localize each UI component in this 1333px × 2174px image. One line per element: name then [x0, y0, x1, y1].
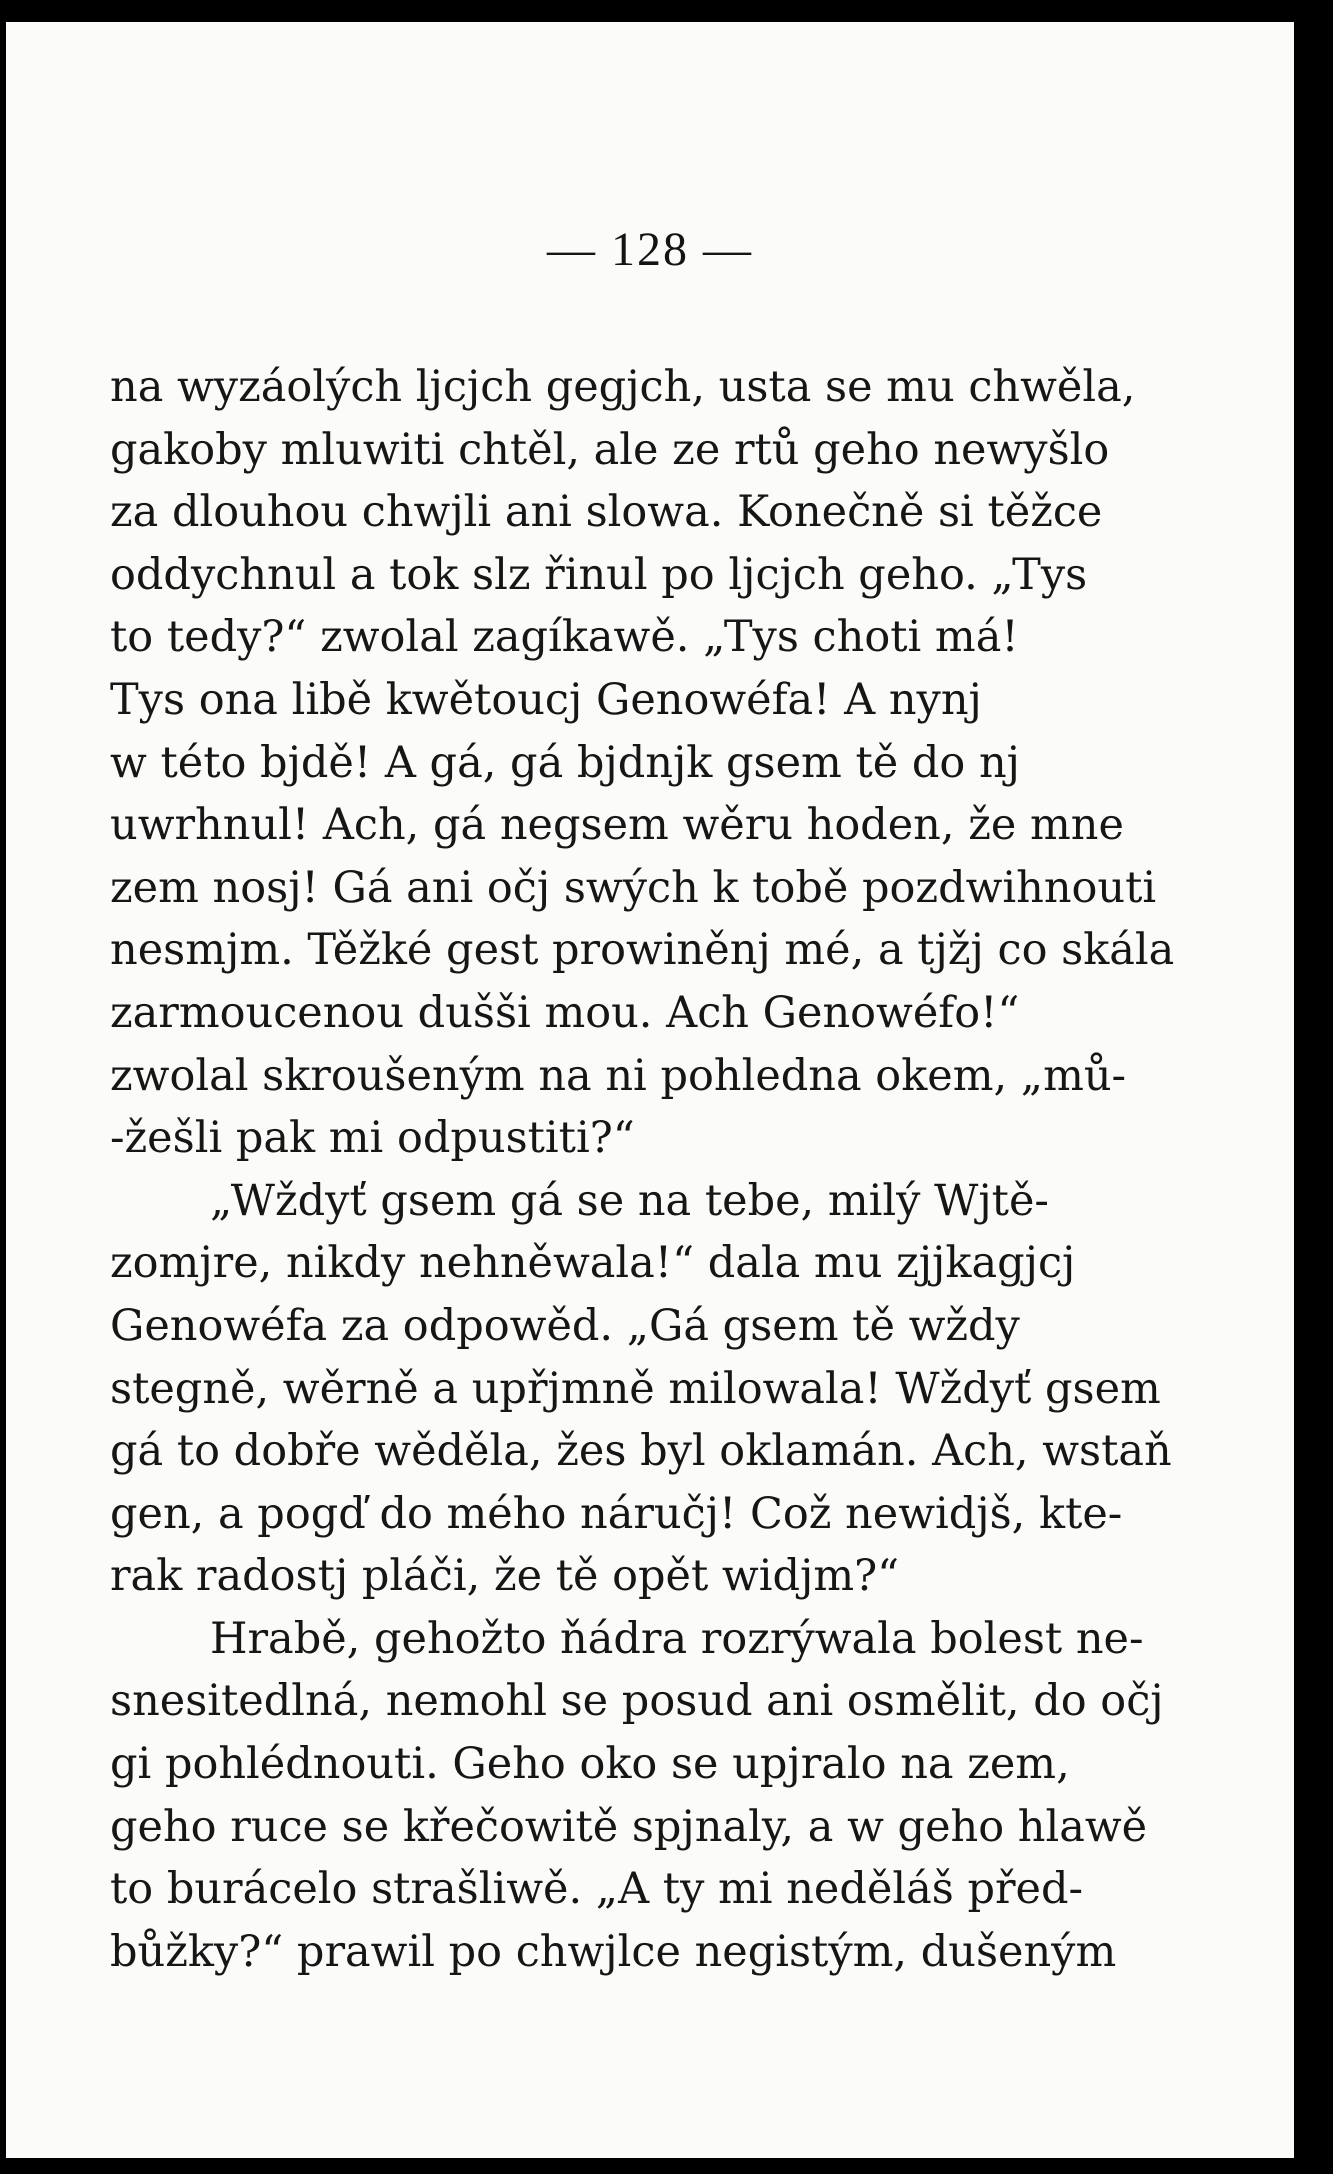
text-line: -žešli pak mi odpustiti?“ [110, 1113, 635, 1164]
text-line: Tys ona libě kwětoucj Genowéfa! A nynj [110, 674, 982, 725]
text-line: gen, a pogď do mého náručj! Což newidjš, kte- [110, 1488, 1123, 1539]
text-line: „Wždyť gsem gá se na tebe, milý Wjtě- [210, 1175, 1049, 1226]
text-line: rak radostj pláči, že tě opět widjm?“ [110, 1551, 900, 1602]
page-number: — 128 — [547, 223, 753, 276]
text-line: snesitedlná, nemohl se posud ani osmělit, do očj [110, 1676, 1164, 1727]
text-line: uwrhnul! Ach, gá negsem wěru hoden, že mne [110, 800, 1124, 851]
text-line: zem nosj! Gá ani očj swých k tobě pozdwihnouti [110, 862, 1157, 913]
text-line: gakoby mluwiti chtěl, ale ze rtů geho newyšlo [110, 424, 1110, 475]
text-line: Genowéfa za odpowěd. „Gá gsem tě wždy [110, 1300, 1020, 1351]
text-line: oddychnul a tok slz řinul po ljcjch geho. „Tys [110, 549, 1088, 600]
text-line: nesmjm. Těžké gest prowiněnj mé, a tjžj co skála [110, 925, 1175, 976]
text-line: zwolal skroušeným na ni pohledna okem, „mů- [110, 1050, 1127, 1101]
text-line: geho ruce se křečowitě spjnaly, a w geho hlawě [110, 1801, 1148, 1852]
text-line: Hrabě, gehožto ňádra rozrýwala bolest ne- [210, 1613, 1144, 1664]
text-line: to tedy?“ zwolal zagíkawě. „Tys choti má! [110, 612, 1019, 663]
text-line: to burácelo strašliwě. „A ty mi neděláš před- [110, 1864, 1084, 1915]
text-line: bůžky?“ prawil po chwjlce negistým, dušeným [110, 1926, 1117, 1977]
text-line: gi pohlédnouti. Geho oko se upjralo na zem, [110, 1739, 1070, 1790]
text-line: zarmoucenou dušši mou. Ach Genowéfo!“ [110, 987, 1020, 1038]
text-line: stegně, wěrně a upřjmně milowala! Wždyť gsem [110, 1363, 1161, 1414]
text-line: na wyzáolých ljcjch gegjch, usta se mu chwěla, [110, 362, 1136, 412]
text-line: gá to dobře wěděla, žes byl oklamán. Ach, wstaň [110, 1426, 1172, 1477]
text-line: za dlouhou chwjli ani slowa. Konečně si těžce [110, 487, 1103, 538]
text-line: zomjre, nikdy nehněwala!“ dala mu zjjkagjcj [110, 1238, 1076, 1289]
body-text [110, 356, 1224, 1983]
book-page [6, 22, 1294, 2158]
text-line: w této bjdě! A gá, gá bjdnjk gsem tě do nj [110, 737, 1020, 788]
